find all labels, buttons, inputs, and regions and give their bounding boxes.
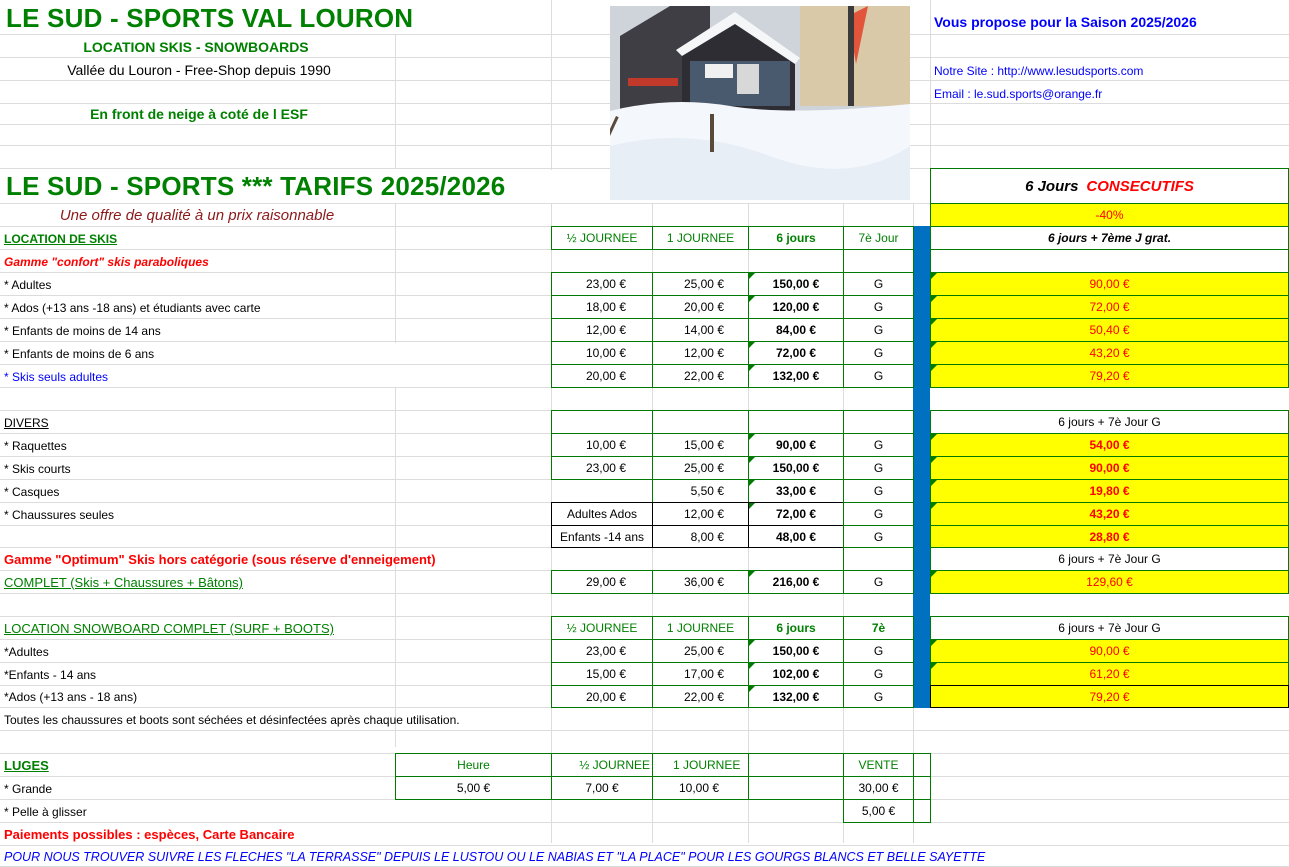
price-half: 23,00 € (551, 272, 653, 296)
price-day: 14,00 € (652, 318, 749, 342)
price-half: 10,00 € (551, 433, 653, 457)
price-consec: 61,20 € (930, 662, 1289, 686)
range-optimum: Gamme "Optimum" Skis hors catégorie (sous réserve d'enneigement) (4, 552, 436, 567)
row-label: *Enfants - 14 ans (4, 667, 97, 682)
row-label: * Adultes (4, 277, 52, 292)
row-label: COMPLET (Skis + Chaussures + Bâtons) (4, 575, 243, 590)
seventh-free: G (843, 685, 914, 708)
price-consec: 129,60 € (930, 570, 1289, 594)
price-consec: 90,00 € (930, 456, 1289, 480)
spacer-cell (913, 776, 931, 800)
price-six: 72,00 € (748, 502, 844, 526)
section-snowboard: LOCATION SNOWBOARD COMPLET (SURF + BOOTS) (4, 621, 334, 636)
price-six: 132,00 € (748, 685, 844, 708)
price-consec: 19,80 € (930, 479, 1289, 503)
price-six: 150,00 € (748, 272, 844, 296)
website-link[interactable]: Notre Site : http://www.lesudsports.com (934, 64, 1144, 78)
col-hour: Heure (395, 753, 552, 777)
section-luges: LUGES (4, 758, 49, 773)
price-half: 12,00 € (551, 318, 653, 342)
shop-photo (610, 6, 910, 200)
row-label: * Pelle à glisser (4, 804, 87, 819)
separator-bar (913, 226, 930, 708)
price-six: 84,00 € (748, 318, 844, 342)
row-label: * Enfants de moins de 14 ans (4, 323, 161, 338)
payment-methods: Paiements possibles : espèces, Carte Bancaire (4, 827, 295, 842)
row-label: * Ados (+13 ans -18 ans) et étudiants avec carte (4, 300, 261, 315)
seventh-free: G (843, 272, 914, 296)
spacer-cell (843, 249, 914, 273)
price-day: 17,00 € (652, 662, 749, 686)
price-six: 132,00 € (748, 364, 844, 388)
season-offer: Vous propose pour la Saison 2025/2026 (934, 14, 1197, 30)
price-day: 12,00 € (652, 341, 749, 365)
col-sale: VENTE (843, 753, 914, 777)
price-six: 102,00 € (748, 662, 844, 686)
consec-col-snowboard: 6 jours + 7è Jour G (930, 616, 1289, 640)
section-divers: DIVERS (4, 415, 49, 430)
price-half: 23,00 € (551, 456, 653, 480)
col-half-day: ½ JOURNEE (551, 616, 653, 640)
shop-location: En front de neige à coté de l ESF (90, 106, 308, 122)
spacer-cell (913, 799, 931, 823)
seventh-free: G (843, 502, 914, 526)
price-half: 15,00 € (551, 662, 653, 686)
seventh-free: G (843, 570, 914, 594)
row-label: *Ados (+13 ans - 18 ans) (4, 690, 138, 704)
price-half: 29,00 € (551, 570, 653, 594)
price-day: 10,00 € (652, 776, 749, 800)
email-link[interactable]: Email : le.sud.sports@orange.fr (934, 87, 1103, 101)
price-consec: 28,80 € (930, 525, 1289, 548)
price-consec: 90,00 € (930, 639, 1289, 663)
tarifs-title: LE SUD - SPORTS *** TARIFS 2025/2026 (6, 170, 506, 201)
seventh-free: G (843, 479, 914, 503)
price-hour: 5,00 € (395, 776, 552, 800)
price-day: 20,00 € (652, 295, 749, 319)
discount-badge: -40% (930, 203, 1289, 227)
row-label: *Adultes (4, 644, 49, 659)
price-six: 72,00 € (748, 341, 844, 365)
shop-tagline: Vallée du Louron - Free-Shop depuis 1990 (67, 62, 331, 78)
row-label: * Raquettes (4, 438, 67, 453)
shop-title: LE SUD - SPORTS VAL LOURON (6, 2, 414, 33)
row-label: * Skis courts (4, 461, 71, 476)
spacer-cell (930, 249, 1289, 273)
row-label: * Grande (4, 781, 53, 796)
price-six: 48,00 € (748, 525, 844, 548)
shop-subtitle: LOCATION SKIS - SNOWBOARDS (83, 39, 309, 55)
price-consec: 79,20 € (930, 364, 1289, 388)
price-sale: 30,00 € (843, 776, 914, 800)
col-seventh-day: 7è Jour (843, 226, 914, 250)
sub-label: Enfants -14 ans (551, 525, 653, 548)
price-day: 22,00 € (652, 685, 749, 708)
spacer-cell (748, 753, 844, 777)
price-six: 33,00 € (748, 479, 844, 503)
spacer-cell (748, 410, 844, 434)
price-six: 150,00 € (748, 456, 844, 480)
seventh-free: G (843, 341, 914, 365)
consecutive-header (930, 168, 1289, 204)
col-one-day: 1 JOURNEE (652, 226, 749, 250)
price-day: 36,00 € (652, 570, 749, 594)
col-one-day: 1 JOURNEE (652, 616, 749, 640)
hygiene-note: Toutes les chaussures et boots sont séchées et désinfectées après chaque utilisation. (4, 712, 460, 727)
range-confort: Gamme "confort" skis paraboliques (4, 254, 209, 269)
col-half-day: ½ JOURNEE (551, 753, 653, 777)
price-day: 12,00 € (652, 502, 749, 526)
price-half: 18,00 € (551, 295, 653, 319)
price-day: 22,00 € (652, 364, 749, 388)
consecutive-word: CONSECUTIFS (1086, 177, 1194, 195)
spacer-cell (913, 753, 931, 777)
price-consec: 79,20 € (930, 685, 1289, 708)
price-day: 25,00 € (652, 272, 749, 296)
col-six-days: 6 jours (748, 616, 844, 640)
seventh-free: G (843, 639, 914, 663)
seventh-free: G (843, 456, 914, 480)
spacer-cell (551, 410, 653, 434)
price-day: 8,00 € (652, 525, 749, 548)
price-half: 20,00 € (551, 364, 653, 388)
col-one-day: 1 JOURNEE (652, 753, 749, 777)
consec-col-divers: 6 jours + 7è Jour G (930, 410, 1289, 434)
col-six-days: 6 jours (748, 226, 844, 250)
slogan: Une offre de qualité à un prix raisonnable (59, 207, 335, 224)
price-six: 90,00 € (748, 433, 844, 457)
row-label: * Enfants de moins de 6 ans (4, 346, 155, 361)
price-consec: 43,20 € (930, 341, 1289, 365)
consecutive-days-label: 6 Jours (1025, 177, 1079, 195)
seventh-free: G (843, 662, 914, 686)
price-half: 20,00 € (551, 685, 653, 708)
price-consec: 54,00 € (930, 433, 1289, 457)
spacer-cell (843, 547, 914, 571)
row-label: * Chaussures seules (4, 507, 115, 522)
price-half: 23,00 € (551, 639, 653, 663)
price-day: 15,00 € (652, 433, 749, 457)
price-sale: 5,00 € (843, 799, 914, 823)
row-label: * Skis seuls adultes (4, 369, 109, 384)
price-day: 25,00 € (652, 456, 749, 480)
spacer-cell (652, 410, 749, 434)
seventh-free: G (843, 295, 914, 319)
price-day: 25,00 € (652, 639, 749, 663)
consec-col-skis: 6 jours + 7ème J grat. (930, 226, 1289, 250)
price-half: 10,00 € (551, 341, 653, 365)
seventh-free: G (843, 433, 914, 457)
directions: POUR NOUS TROUVER SUIVRE LES FLECHES "LA TERRASSE" DEPUIS LE LUSTOU OU LE NABIAS ET "LA PLACE" POUR LES GOURGS BLANCS ET BELLE SAYETTE (4, 850, 986, 864)
price-six: 150,00 € (748, 639, 844, 663)
price-six: 120,00 € (748, 295, 844, 319)
price-consec: 50,40 € (930, 318, 1289, 342)
col-seventh-day: 7è (843, 616, 914, 640)
row-label: * Casques (4, 484, 60, 499)
spacer-cell (748, 776, 844, 800)
price-consec: 43,20 € (930, 502, 1289, 526)
col-half-day: ½ JOURNEE (551, 226, 653, 250)
price-consec: 90,00 € (930, 272, 1289, 296)
sub-label: Adultes Ados (551, 502, 653, 526)
consec-col-optimum: 6 jours + 7è Jour G (930, 547, 1289, 571)
price-half: 7,00 € (551, 776, 653, 800)
price-consec: 72,00 € (930, 295, 1289, 319)
spacer-cell (843, 410, 914, 434)
seventh-free: G (843, 318, 914, 342)
price-day: 5,50 € (652, 479, 749, 503)
seventh-free: G (843, 364, 914, 388)
price-six: 216,00 € (748, 570, 844, 594)
section-skis: LOCATION DE SKIS (4, 231, 118, 246)
seventh-free: G (843, 525, 914, 548)
